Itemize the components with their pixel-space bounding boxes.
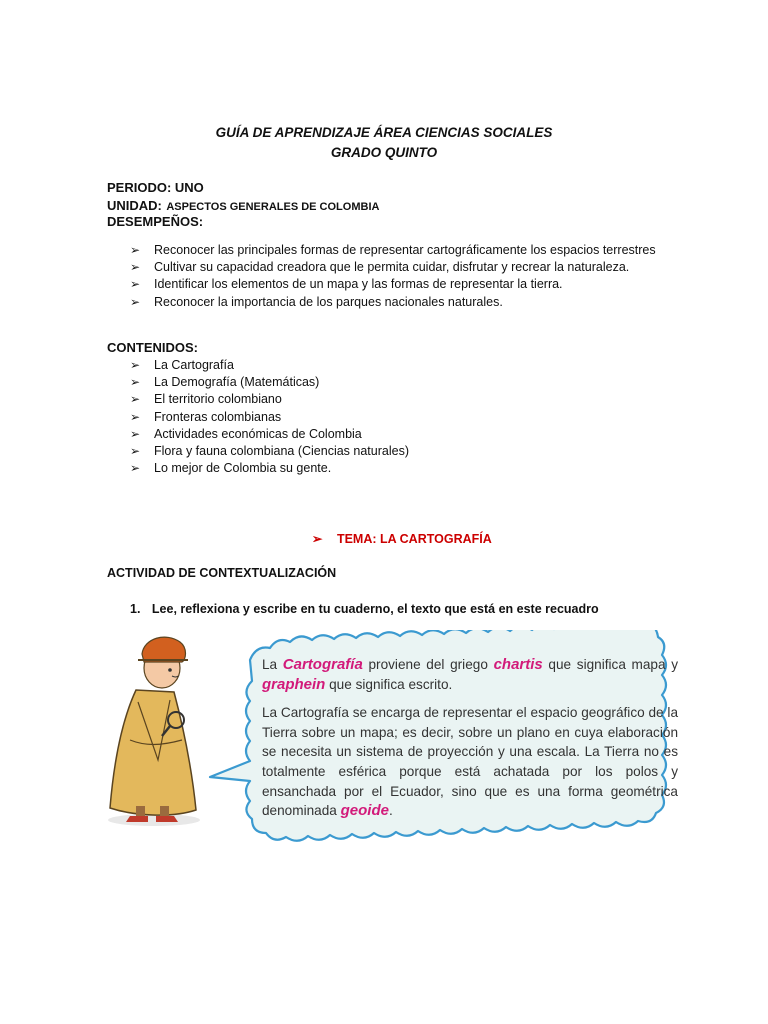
list-item: ➢ Reconocer la importancia de los parques nacionales naturales. [130,294,656,311]
bubble-paragraph-2: La Cartografía se encarga de representar el espacio geográfico de la Tierra sobre un mapa; es decir, sobre un plano en cuya elaboración se necesita un sistema de proyección y una escala. La Tierra no es totalmente esférica porque está achatada por los polos y ensanchada por el Ecuador, sino que es una forma geométrica denominada geoide. [262,705,678,820]
list-item: ➢ El territorio colombiano [130,391,409,408]
arrow-bullet-icon: ➢ [130,392,141,407]
contenidos-heading: CONTENIDOS: [107,340,198,355]
unidad-label: UNIDAD: [107,198,162,213]
list-item: ➢ Lo mejor de Colombia su gente. [130,460,409,477]
arrow-bullet-icon: ➢ [130,260,141,275]
tema-heading: ➢ TEMA: LA CARTOGRAFÍA [312,532,492,546]
list-item: ➢ Flora y fauna colombiana (Ciencias naturales) [130,443,409,460]
contenidos-list [130,357,409,477]
arrow-bullet-icon: ➢ [130,409,141,424]
arrow-bullet-icon: ➢ [130,294,141,309]
list-item: ➢ La Demografía (Matemáticas) [130,374,409,391]
list-item: ➢ Identificar los elementos de un mapa y las formas de representar la tierra. [130,276,656,293]
bubble-text [262,655,678,830]
bubble-paragraph-1: La Cartografía proviene del griego chartis que significa mapa y graphein que significa escrito. [262,656,679,693]
document-subtitle: GRADO QUINTO [330,145,438,160]
arrow-bullet-icon: ➢ [130,375,141,390]
instruction-number: 1. [130,602,141,616]
desempenos-list [130,242,656,311]
instruction-line [130,602,599,616]
instruction-text: Lee, reflexiona y escribe en tu cuaderno, el texto que está en este recuadro [151,602,599,616]
document-title: GUÍA DE APRENDIZAJE ÁREA CIENCIAS SOCIALES [215,125,553,140]
list-item: ➢ Fronteras colombianas [130,409,409,426]
arrow-bullet-icon: ➢ [130,426,141,441]
arrow-bullet-icon: ➢ [130,277,141,292]
unidad-value: ASPECTOS GENERALES DE COLOMBIA [166,201,380,213]
arrow-bullet-icon: ➢ [130,444,141,459]
desempenos-heading: DESEMPEÑOS: [107,214,204,229]
periodo-line: PERIODO: UNO [107,180,204,195]
arrow-bullet-icon: ➢ [312,532,323,546]
detective-illustration [108,637,200,826]
list-item: ➢ Cultivar su capacidad creadora que le permita cuidar, disfrutar y recrear la naturaleza. [130,259,656,276]
arrow-bullet-icon: ➢ [130,243,141,257]
list-item: ➢ Actividades económicas de Colombia [130,426,409,443]
actividad-heading: ACTIVIDAD DE CONTEXTUALIZACIÓN [107,566,337,580]
arrow-bullet-icon: ➢ [130,358,141,372]
arrow-bullet-icon: ➢ [130,461,141,476]
unidad-line [107,197,379,215]
list-item: ➢ Reconocer las principales formas de representar cartográficamente los espacios terrestres [130,242,656,259]
list-item: ➢ La Cartografía [130,357,409,374]
